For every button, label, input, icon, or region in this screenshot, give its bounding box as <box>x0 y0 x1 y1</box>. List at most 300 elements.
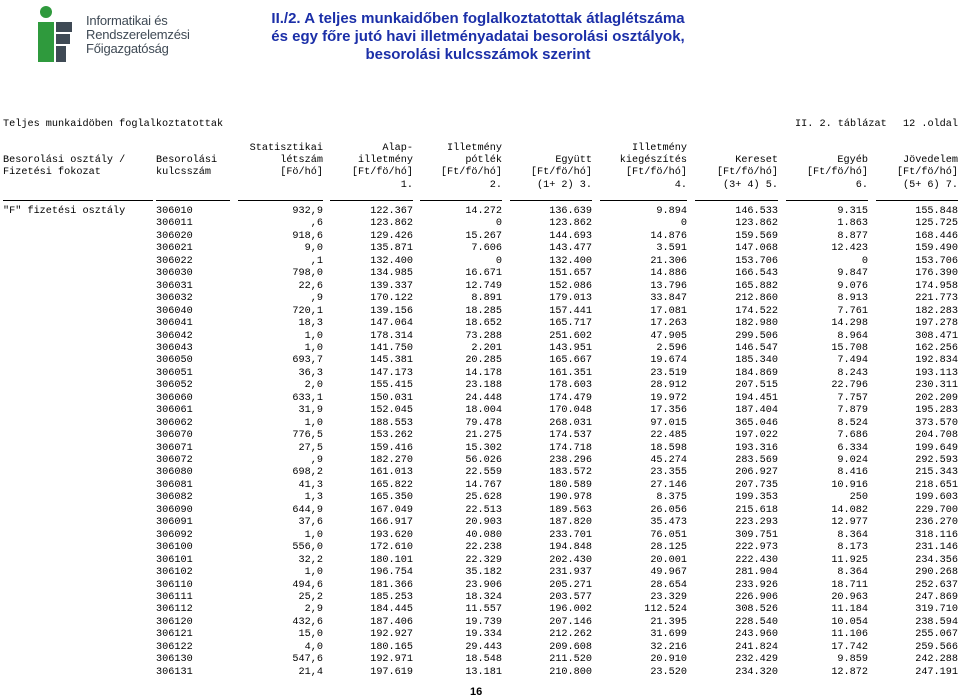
row-value: 7.757 <box>837 392 868 404</box>
row-value: 494,6 <box>292 579 323 591</box>
row-code: 306100 <box>156 542 193 554</box>
row-code: 306051 <box>156 367 193 379</box>
row-code: 306031 <box>156 280 193 292</box>
row-value: 238.296 <box>549 455 592 466</box>
row-value: 197.278 <box>915 318 958 330</box>
row-value: 152.086 <box>549 280 592 292</box>
row-value: 22.796 <box>831 380 868 392</box>
row-value: 193.316 <box>735 442 778 454</box>
table-row <box>0 592 960 604</box>
row-value: 150.031 <box>370 392 413 404</box>
page-reference: 12 .oldal <box>903 119 959 130</box>
row-value: 19.674 <box>650 355 687 367</box>
table-row <box>0 654 960 666</box>
row-value: 9.894 <box>656 206 687 217</box>
row-value: 179.013 <box>549 293 592 305</box>
row-value: 11.557 <box>465 604 502 616</box>
row-code: 306121 <box>156 629 193 641</box>
row-value: 20.910 <box>650 654 687 666</box>
table-row <box>0 505 960 517</box>
row-value: 12.423 <box>831 243 868 255</box>
row-value: 7.494 <box>837 355 868 367</box>
row-value: 7.879 <box>837 405 868 417</box>
column-header-h2-4: pótlék <box>465 155 502 166</box>
row-code: 306081 <box>156 479 193 491</box>
row-value: 47.905 <box>650 330 687 342</box>
row-value: 123.862 <box>735 218 778 230</box>
row-value: 32,2 <box>298 554 323 566</box>
row-code: 306091 <box>156 517 193 529</box>
row-value: 184.445 <box>370 604 413 616</box>
row-value: 0 <box>495 255 502 267</box>
column-header-h1-6: Illetmény <box>631 143 687 154</box>
row-value: 231.937 <box>549 567 592 579</box>
table-row <box>0 405 960 417</box>
row-value: 199.603 <box>915 492 958 504</box>
row-value: 199.353 <box>735 492 778 504</box>
row-value: 28.125 <box>650 542 687 554</box>
row-value: 233.701 <box>549 529 592 541</box>
row-value: 27.146 <box>650 479 687 491</box>
row-value: 178.603 <box>549 380 592 392</box>
row-value: 21.306 <box>650 255 687 267</box>
row-value: 123.862 <box>549 218 592 230</box>
row-value: 159.490 <box>915 243 958 255</box>
row-value: 139.337 <box>370 280 413 292</box>
row-value: 31.699 <box>650 629 687 641</box>
row-value: 147.064 <box>370 318 413 330</box>
header-rule-1 <box>156 200 230 201</box>
table-row <box>0 604 960 616</box>
row-value: 199.649 <box>915 442 958 454</box>
header-rule-2 <box>238 200 323 201</box>
logo-line-1: Informatikai és <box>86 13 168 28</box>
row-code: 306092 <box>156 529 193 541</box>
table-row <box>0 555 960 567</box>
row-value: 247.869 <box>915 591 958 603</box>
row-value: 22.485 <box>650 430 687 442</box>
row-value: 234.320 <box>735 666 778 678</box>
row-value: 222.973 <box>735 542 778 554</box>
row-value: 644,9 <box>292 504 323 516</box>
row-value: 182.270 <box>370 455 413 466</box>
row-value: 155.848 <box>915 206 958 217</box>
title-line-3: besorolási kulcsszámok szerint <box>365 46 591 63</box>
row-value: 207.146 <box>549 616 592 628</box>
row-value: 25.628 <box>465 492 502 504</box>
row-value: 226.906 <box>735 591 778 603</box>
row-value: 23.520 <box>650 666 687 678</box>
table-row <box>0 231 960 243</box>
row-value: 19.739 <box>465 616 502 628</box>
row-value: 1,3 <box>304 492 323 504</box>
row-value: 698,2 <box>292 467 323 479</box>
column-header-h4-5: (1+ 2) 3. <box>536 180 592 191</box>
row-code: 306020 <box>156 230 193 242</box>
row-value: 0 <box>861 255 868 267</box>
row-value: 165.882 <box>735 280 778 292</box>
row-value: 147.068 <box>735 243 778 255</box>
row-value: 13.181 <box>465 666 502 678</box>
row-value: ,9 <box>310 455 323 466</box>
row-value: 268.031 <box>549 417 592 429</box>
row-value: 202.209 <box>915 392 958 404</box>
row-value: 9.315 <box>837 206 868 217</box>
row-value: 19.334 <box>465 629 502 641</box>
row-value: 125.725 <box>915 218 958 230</box>
row-value: 196.754 <box>370 567 413 579</box>
row-value: 15.708 <box>831 342 868 354</box>
row-value: 20.903 <box>465 517 502 529</box>
row-value: 241.824 <box>735 641 778 653</box>
row-code: 306072 <box>156 455 193 466</box>
column-header-h2-1: Besorolási <box>156 155 218 166</box>
row-value: 693,7 <box>292 355 323 367</box>
column-header-h3-8: [Ft/fö/hó] <box>806 167 868 178</box>
row-value: 18.324 <box>465 591 502 603</box>
row-value: 194.848 <box>549 542 592 554</box>
row-value: 8.416 <box>837 467 868 479</box>
table-row <box>0 530 960 542</box>
row-value: 373.570 <box>915 417 958 429</box>
row-value: 238.594 <box>915 616 958 628</box>
row-code: 306082 <box>156 492 193 504</box>
row-value: 720,1 <box>292 305 323 317</box>
row-value: 184.869 <box>735 367 778 379</box>
row-value: 132.400 <box>370 255 413 267</box>
row-value: 123.862 <box>370 218 413 230</box>
row-value: 228.540 <box>735 616 778 628</box>
row-value: 633,1 <box>292 392 323 404</box>
row-value: 255.067 <box>915 629 958 641</box>
page-title <box>248 10 708 64</box>
row-value: 798,0 <box>292 268 323 280</box>
row-value: 1,0 <box>304 417 323 429</box>
row-value: 207.735 <box>735 479 778 491</box>
row-value: 21.275 <box>465 430 502 442</box>
row-value: 185.253 <box>370 591 413 603</box>
row-value: 36,3 <box>298 367 323 379</box>
row-value: 233.926 <box>735 579 778 591</box>
row-value: 197.619 <box>370 666 413 678</box>
table-row <box>0 480 960 492</box>
row-value: 22,6 <box>298 280 323 292</box>
row-value: 76.051 <box>650 529 687 541</box>
row-value: 309.751 <box>735 529 778 541</box>
row-value: 161.351 <box>549 367 592 379</box>
row-value: 250 <box>849 492 868 504</box>
header-rule-8 <box>786 200 868 201</box>
row-value: 9.076 <box>837 280 868 292</box>
row-code: 306040 <box>156 305 193 317</box>
title-line-1: II./2. A teljes munkaidőben foglalkoztatottak átlaglétszáma <box>271 10 685 27</box>
row-value: 14.876 <box>650 230 687 242</box>
row-code: 306032 <box>156 293 193 305</box>
row-value: 23.329 <box>650 591 687 603</box>
row-value: 152.045 <box>370 405 413 417</box>
row-value: 8.243 <box>837 367 868 379</box>
table-row <box>0 243 960 255</box>
row-value: 18.598 <box>650 442 687 454</box>
row-value: 25,2 <box>298 591 323 603</box>
header-rule-0 <box>3 200 153 201</box>
row-code: 306120 <box>156 616 193 628</box>
table-row <box>0 567 960 579</box>
row-value: 9.859 <box>837 654 868 666</box>
row-value: 20.285 <box>465 355 502 367</box>
row-value: 8.173 <box>837 542 868 554</box>
table-row <box>0 418 960 430</box>
row-value: 187.404 <box>735 405 778 417</box>
table-reference: II. 2. táblázat <box>795 119 887 130</box>
row-value: 187.406 <box>370 616 413 628</box>
row-value: 18.652 <box>465 318 502 330</box>
row-value: 182.980 <box>735 318 778 330</box>
table-row <box>0 580 960 592</box>
row-value: 49.967 <box>650 567 687 579</box>
row-value: 17.263 <box>650 318 687 330</box>
row-value: 932,9 <box>292 206 323 217</box>
row-value: 215.343 <box>915 467 958 479</box>
row-value: 15,0 <box>298 629 323 641</box>
row-value: 79.478 <box>465 417 502 429</box>
row-value: 23.355 <box>650 467 687 479</box>
row-value: 26.056 <box>650 504 687 516</box>
row-value: 56.026 <box>465 455 502 466</box>
row-value: 97.015 <box>650 417 687 429</box>
row-value: 1,0 <box>304 529 323 541</box>
row-value: 41,3 <box>298 479 323 491</box>
row-value: 174.958 <box>915 280 958 292</box>
row-value: 146.533 <box>735 206 778 217</box>
row-value: 9.847 <box>837 268 868 280</box>
row-value: 7.606 <box>471 243 502 255</box>
row-value: 21.395 <box>650 616 687 628</box>
row-value: 8.375 <box>656 492 687 504</box>
row-value: 20.001 <box>650 554 687 566</box>
row-value: 180.101 <box>370 554 413 566</box>
column-header-h4-8: 6. <box>855 180 868 191</box>
row-value: 18.711 <box>831 579 868 591</box>
row-value: 292.593 <box>915 455 958 466</box>
column-header-h1-3: Alap- <box>382 143 413 154</box>
row-value: 13.796 <box>650 280 687 292</box>
row-value: 15.267 <box>465 230 502 242</box>
header-rule-6 <box>600 200 687 201</box>
table-row <box>0 306 960 318</box>
row-value: 178.314 <box>370 330 413 342</box>
row-value: 1,0 <box>304 330 323 342</box>
row-value: 252.637 <box>915 579 958 591</box>
row-value: 166.543 <box>735 268 778 280</box>
row-value: 8.364 <box>837 567 868 579</box>
row-value: 12.749 <box>465 280 502 292</box>
running-header-left: Teljes munkaidöben foglalkoztatottak <box>3 119 224 130</box>
row-value: 10.916 <box>831 479 868 491</box>
row-value: 35.182 <box>465 567 502 579</box>
column-header-h2-5: Együtt <box>555 155 592 166</box>
row-value: 17.356 <box>650 405 687 417</box>
row-value: 14.082 <box>831 504 868 516</box>
row-value: 24.448 <box>465 392 502 404</box>
row-value: 222.430 <box>735 554 778 566</box>
row-value: 141.750 <box>370 342 413 354</box>
row-value: 218.651 <box>915 479 958 491</box>
row-value: 172.610 <box>370 542 413 554</box>
row-code: 306061 <box>156 405 193 417</box>
row-value: 11.925 <box>831 554 868 566</box>
row-value: 215.618 <box>735 504 778 516</box>
row-value: 2.201 <box>471 342 502 354</box>
row-value: 40.080 <box>465 529 502 541</box>
row-code: 306052 <box>156 380 193 392</box>
row-value: 318.116 <box>915 529 958 541</box>
row-value: 8.891 <box>471 293 502 305</box>
row-value: 547,6 <box>292 654 323 666</box>
row-value: 45.274 <box>650 455 687 466</box>
row-value: 192.927 <box>370 629 413 641</box>
row-value: 33.847 <box>650 293 687 305</box>
row-value: 166.917 <box>370 517 413 529</box>
row-value: 151.657 <box>549 268 592 280</box>
row-value: 202.430 <box>549 554 592 566</box>
row-value: 167.049 <box>370 504 413 516</box>
row-value: 211.520 <box>549 654 592 666</box>
row-value: 165.350 <box>370 492 413 504</box>
row-value: 308.526 <box>735 604 778 616</box>
row-code: 306011 <box>156 218 193 230</box>
row-value: 776,5 <box>292 430 323 442</box>
table-row <box>0 642 960 654</box>
row-code: 306030 <box>156 268 193 280</box>
row-value: 8.964 <box>837 330 868 342</box>
row-value: 183.572 <box>549 467 592 479</box>
row-value: 9.024 <box>837 455 868 466</box>
row-value: 139.156 <box>370 305 413 317</box>
row-value: 205.271 <box>549 579 592 591</box>
row-value: 194.451 <box>735 392 778 404</box>
row-value: 165.717 <box>549 318 592 330</box>
row-code: 306010 <box>156 206 193 217</box>
row-value: 132.400 <box>549 255 592 267</box>
table-row <box>0 455 960 467</box>
table-row <box>0 629 960 641</box>
row-value: 4,0 <box>304 641 323 653</box>
row-value: 18,3 <box>298 318 323 330</box>
row-value: ,1 <box>310 255 323 267</box>
column-header-h3-4: [Ft/fö/hó] <box>440 167 502 178</box>
row-value: 7.686 <box>837 430 868 442</box>
row-value: 187.820 <box>549 517 592 529</box>
row-value: 17.742 <box>831 641 868 653</box>
row-value: 432,6 <box>292 616 323 628</box>
row-value: 19.972 <box>650 392 687 404</box>
table-row <box>0 343 960 355</box>
row-value: 165.667 <box>549 355 592 367</box>
row-value: 37,6 <box>298 517 323 529</box>
row-value: 918,6 <box>292 230 323 242</box>
row-value: 283.569 <box>735 455 778 466</box>
row-value: 14.298 <box>831 318 868 330</box>
row-value: 8.364 <box>837 529 868 541</box>
column-header-h2-9: Jövedelem <box>902 155 958 166</box>
row-value: 1,0 <box>304 342 323 354</box>
row-value: 290.268 <box>915 567 958 579</box>
row-value: 9,0 <box>304 243 323 255</box>
row-value: 22.329 <box>465 554 502 566</box>
row-value: 206.927 <box>735 467 778 479</box>
row-value: 153.262 <box>370 430 413 442</box>
row-value: 1.863 <box>837 218 868 230</box>
row-value: 196.002 <box>549 604 592 616</box>
logo-line-3: Főigazgatóság <box>86 41 169 56</box>
row-value: 18.285 <box>465 305 502 317</box>
row-value: 192.834 <box>915 355 958 367</box>
row-code: 306041 <box>156 318 193 330</box>
column-header-h3-1: kulcsszám <box>156 167 212 178</box>
column-header-h2-7: Kereset <box>735 155 778 166</box>
row-value: 18.004 <box>465 405 502 417</box>
row-code: 306090 <box>156 504 193 516</box>
row-value: 23.519 <box>650 367 687 379</box>
table-row <box>0 206 960 218</box>
row-value: 112.524 <box>644 604 687 616</box>
row-value: 14.767 <box>465 479 502 491</box>
row-value: 188.553 <box>370 417 413 429</box>
row-code: 306071 <box>156 442 193 454</box>
table-row <box>0 517 960 529</box>
row-value: 73.288 <box>465 330 502 342</box>
column-header-h1-4: Illetmény <box>446 143 502 154</box>
column-header-h4-3: 1. <box>400 180 413 191</box>
row-value: 6.334 <box>837 442 868 454</box>
row-value: 174.479 <box>549 392 592 404</box>
row-value: 170.122 <box>370 293 413 305</box>
row-value: 32.216 <box>650 641 687 653</box>
row-value: 14.886 <box>650 268 687 280</box>
header-rule-7 <box>695 200 778 201</box>
row-value: 207.515 <box>735 380 778 392</box>
column-header-h3-6: [Ft/fö/hó] <box>625 167 687 178</box>
row-value: 157.441 <box>549 305 592 317</box>
row-value: 12.977 <box>831 517 868 529</box>
row-value: 14.272 <box>465 206 502 217</box>
row-value: 21,4 <box>298 666 323 678</box>
table-row <box>0 368 960 380</box>
logo-line-2: Rendszerelemzési <box>86 27 190 42</box>
column-header-h3-7: [Ft/fö/hó] <box>716 167 778 178</box>
row-value: 28.912 <box>650 380 687 392</box>
title-line-2: és egy főre jutó havi illetményadatai besorolási osztályok, <box>271 28 685 45</box>
table-row <box>0 467 960 479</box>
row-value: 197.022 <box>735 430 778 442</box>
row-value: 185.340 <box>735 355 778 367</box>
row-code: 306022 <box>156 255 193 267</box>
row-value: 251.602 <box>549 330 592 342</box>
row-value: 135.871 <box>370 243 413 255</box>
row-code: 306062 <box>156 417 193 429</box>
header-rule-4 <box>420 200 502 201</box>
row-value: 22.513 <box>465 504 502 516</box>
header-rule-5 <box>510 200 592 201</box>
row-value: 174.718 <box>549 442 592 454</box>
row-value: 16.671 <box>465 268 502 280</box>
row-value: 134.985 <box>370 268 413 280</box>
table-row <box>0 393 960 405</box>
row-value: 18.548 <box>465 654 502 666</box>
page-number: 16 <box>470 686 483 698</box>
row-value: 308.471 <box>915 330 958 342</box>
